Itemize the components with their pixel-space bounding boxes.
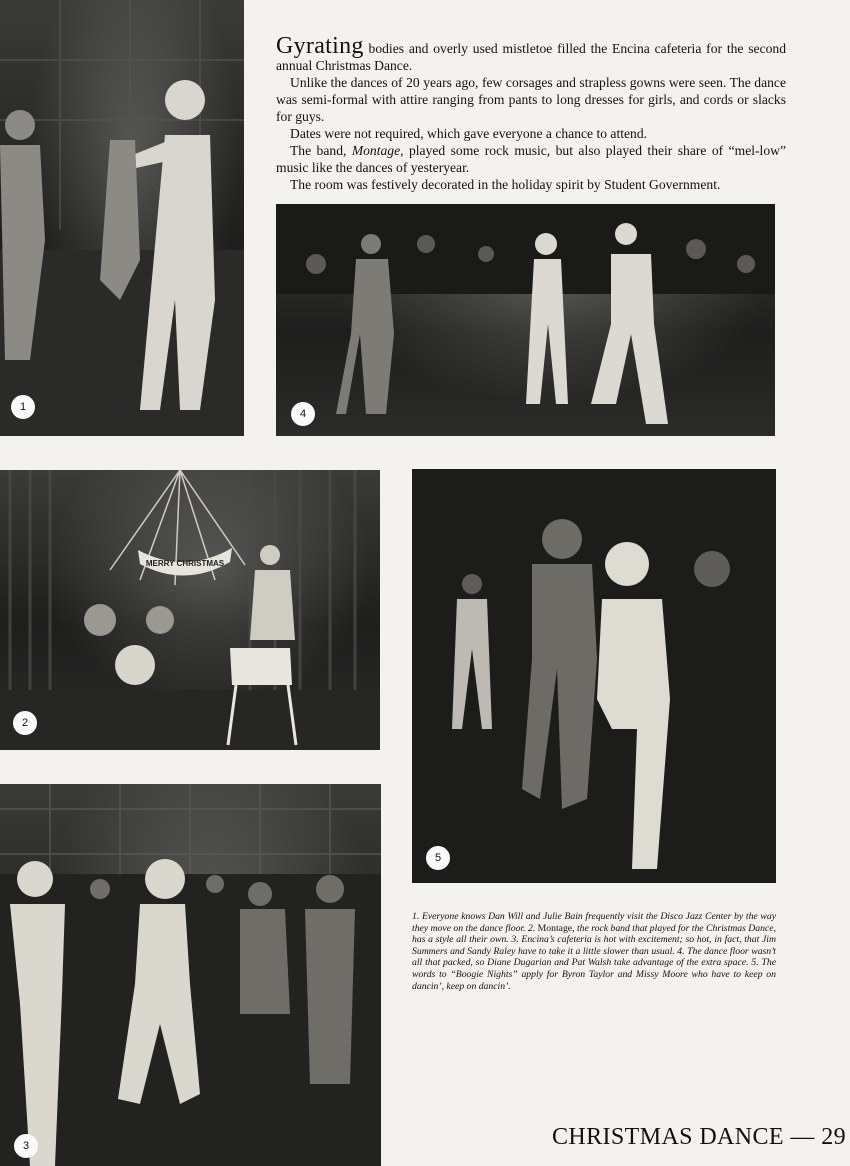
caption-text-2: , the rock band that played for the Christmas Dance, has a style all their own. 3. Encina’s cafeteria is hot with excitement; so hot, in fact, that Jim Summers and Sandy Raley have to take it a little slower than usual. 4. The dance floor wasn’t all that packed, so Diane Dugarian and Pat Walsh take advantage of the extra space. 5. The words to “Boogie Nights” apply for Byron Taylor and Missy Moore who have to keep on dancin’, keep on dancin’. bbox=[412, 922, 777, 992]
intro-drop-word: Gyrating bbox=[276, 33, 364, 59]
photo-4-dance-floor bbox=[276, 204, 775, 436]
intro-paragraph-1 bbox=[276, 33, 786, 74]
intro-paragraph-3: Dates were not required, which gave everyone a chance to attend. bbox=[290, 126, 648, 141]
banner-text: MERRY CHRISTMAS bbox=[145, 559, 225, 568]
photo-3-cafeteria-dancers bbox=[0, 784, 381, 1166]
intro-paragraph-2: Unlike the dances of 20 years ago, few corsages and strapless gowns were seen. The dance was semi-formal with attire ranging from pants to long dresses for girls, and cords or slacks for guys. bbox=[276, 75, 786, 124]
photo-2-band-stage bbox=[0, 470, 380, 750]
intro-paragraph-4 bbox=[276, 142, 786, 176]
intro-paragraph-4-end: played some rock music, but also played their share of “mel-low” music like the dances of yesteryear. bbox=[276, 143, 786, 175]
section-title: CHRISTMAS DANCE bbox=[551, 1124, 784, 1150]
photo-1-number-badge: 1 bbox=[11, 395, 35, 419]
photo-1-dancers bbox=[0, 0, 244, 436]
photo-4-image bbox=[276, 204, 775, 436]
photo-3-image bbox=[0, 784, 381, 1166]
photo-5-number-badge: 5 bbox=[426, 846, 450, 870]
caption-band-name: Montage bbox=[537, 922, 573, 934]
photo-5-couple-dancing bbox=[412, 469, 776, 883]
page-number: 29 bbox=[821, 1124, 846, 1150]
intro-paragraph-5: The room was festively decorated in the holiday spirit by Student Government. bbox=[290, 177, 721, 192]
intro-paragraph-4-start: The band, bbox=[290, 143, 352, 158]
photo-captions bbox=[412, 911, 776, 992]
photo-2-number-badge: 2 bbox=[13, 711, 37, 735]
photo-1-image bbox=[0, 0, 244, 436]
photo-2-image bbox=[0, 470, 380, 750]
photo-5-image bbox=[412, 469, 776, 883]
caption-text-1: 1. Everyone knows Dan Will and Julie Bain frequently visit the Disco Jazz Center by the way they move on the dance floor. 2. bbox=[412, 911, 776, 934]
page-footer bbox=[524, 1124, 846, 1151]
photo-4-number-badge: 4 bbox=[291, 402, 315, 426]
photo-3-number-badge: 3 bbox=[14, 1134, 38, 1158]
footer-separator: — bbox=[783, 1124, 822, 1150]
intro-band-name: Montage, bbox=[351, 143, 404, 158]
intro-paragraph-1-text: bodies and overly used mistletoe filled the Encina cafeteria for the second annual Christmas Dance. bbox=[276, 41, 786, 73]
intro-article bbox=[276, 33, 786, 193]
